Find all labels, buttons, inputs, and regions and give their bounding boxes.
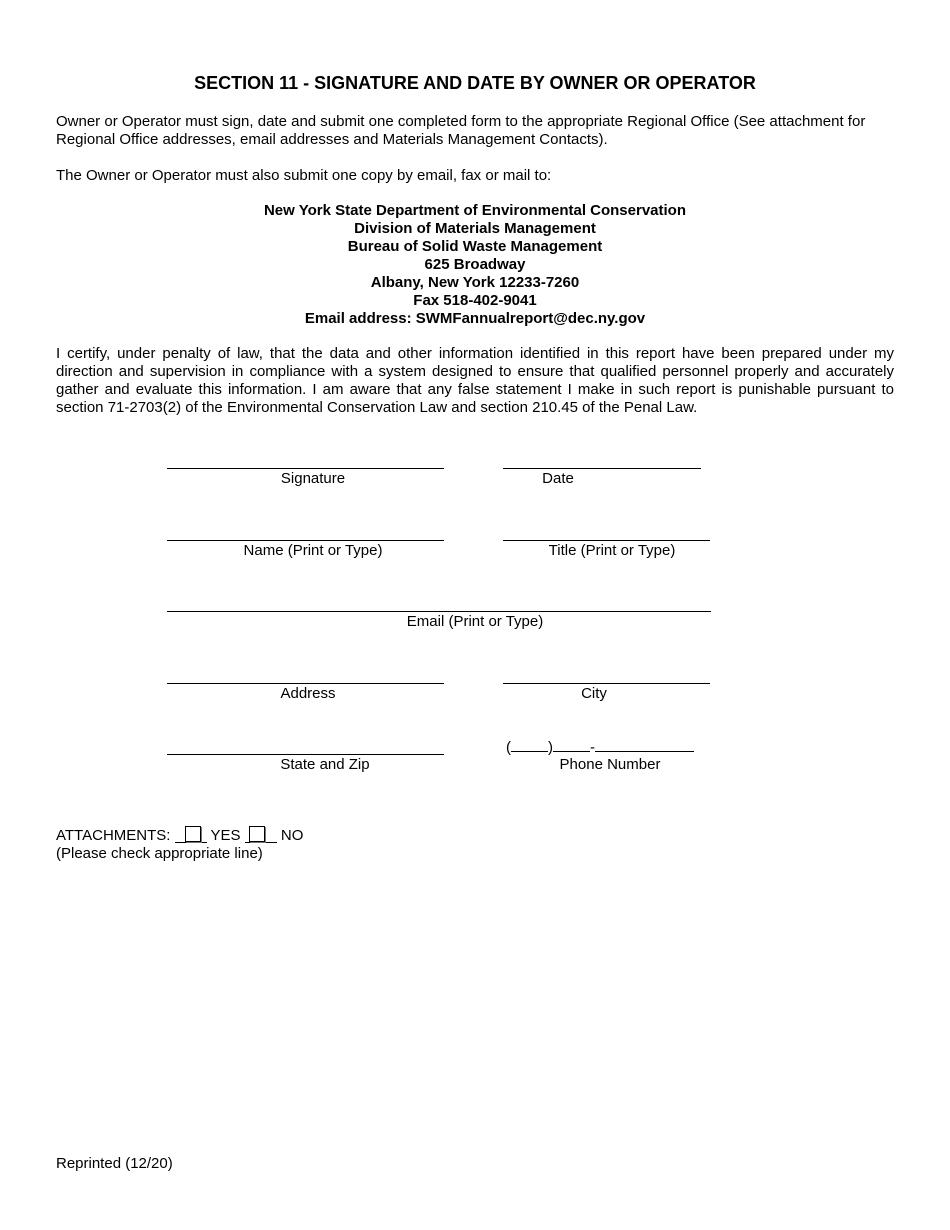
signature-label: Signature: [280, 470, 346, 487]
city-label: City: [581, 685, 607, 702]
state-zip-line[interactable]: [167, 754, 444, 755]
phone-dash: -: [590, 739, 595, 756]
address-label: Address: [280, 685, 336, 702]
state-zip-label: State and Zip: [280, 756, 370, 773]
address-line: Albany, New York 12233-7260: [370, 274, 580, 291]
attachments-row: [56, 826, 303, 844]
name-line[interactable]: [167, 540, 444, 541]
area-code-blank[interactable]: [511, 737, 548, 752]
mailing-address: [0, 202, 950, 328]
page-title: SECTION 11 - SIGNATURE AND DATE BY OWNER OR OPERATOR: [194, 73, 756, 93]
email-line[interactable]: [167, 611, 711, 612]
address-line: New York State Department of Environmental Conservation: [263, 202, 687, 219]
attachments-note: (Please check appropriate line): [56, 845, 263, 862]
copy-instruction: The Owner or Operator must also submit one copy by email, fax or mail to:: [56, 167, 552, 184]
signature-line[interactable]: [167, 468, 444, 469]
address-line: Division of Materials Management: [354, 220, 596, 237]
title-line[interactable]: [503, 540, 710, 541]
email-label: Email (Print or Type): [406, 613, 544, 630]
attachments-label: ATTACHMENTS:: [56, 827, 171, 844]
address-line: 625 Broadway: [424, 256, 526, 273]
attachments-yes-checkbox[interactable]: [185, 826, 201, 842]
attachments-yes-label: YES: [210, 827, 241, 844]
phone-number-field[interactable]: [506, 737, 694, 756]
phone-label: Phone Number: [559, 756, 661, 773]
title-label: Title (Print or Type): [548, 542, 676, 559]
name-label: Name (Print or Type): [243, 542, 383, 559]
intro-paragraph: Owner or Operator must sign, date and submit one completed form to the appropriate Regional Office (See attachment for Regional Office addresses, email addresses and Materials Management Contacts).: [56, 113, 866, 148]
address-line: Fax 518-402-9041: [413, 292, 537, 309]
line-number-blank[interactable]: [595, 737, 694, 752]
address-line-field[interactable]: [167, 683, 444, 684]
phone-open-paren: (: [506, 739, 511, 756]
date-line[interactable]: [503, 468, 701, 469]
city-line[interactable]: [503, 683, 710, 684]
reprint-footer: Reprinted (12/20): [56, 1155, 173, 1172]
address-line: Bureau of Solid Waste Management: [347, 238, 603, 255]
address-line: Email address: SWMFannualreport@dec.ny.gov: [304, 310, 646, 327]
attachments-no-checkbox[interactable]: [249, 826, 265, 842]
attachments-yes-line[interactable]: [175, 826, 207, 843]
attachments-no-label: NO: [280, 827, 304, 844]
phone-close-paren: ): [548, 739, 553, 756]
attachments-no-line[interactable]: [245, 826, 277, 843]
certification-paragraph: I certify, under penalty of law, that the data and other information identified in this report have been prepared under my direction and supervision in compliance with a system designed to ensure that qualified personnel properly and accurately gather and evaluate this information. I am aware that any false statement I make in such report is punishable pursuant to section 71-2703(2) of the Environmental Conservation Law and section 210.45 of the Penal Law.: [56, 345, 894, 416]
exchange-blank[interactable]: [553, 737, 590, 752]
date-label: Date: [542, 470, 574, 487]
